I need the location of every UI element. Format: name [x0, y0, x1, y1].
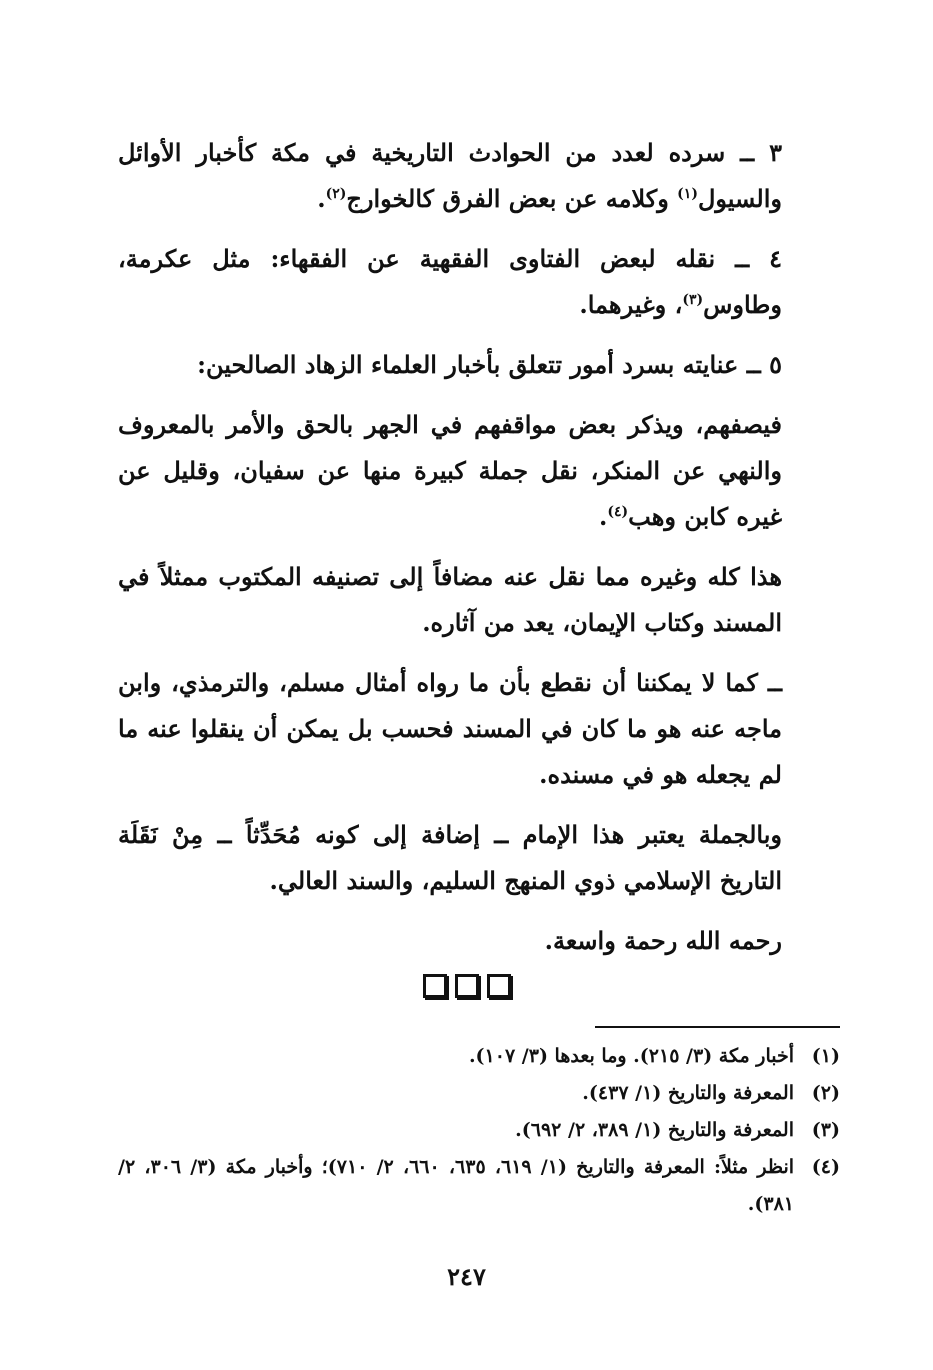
paragraph-text: ٤ ــ نقله لبعض الفتاوى الفقهية عن الفقهاء: مثل عكرمة، وطاوس [118, 244, 783, 319]
square-ornament-icon [487, 974, 511, 998]
footnote-ref[interactable]: (١) [677, 186, 698, 202]
main-text [118, 130, 840, 978]
section-separator [0, 974, 933, 998]
paragraph-text: . [599, 502, 608, 531]
footnote-ref[interactable]: (٣) [682, 292, 704, 308]
square-ornament-icon [455, 974, 479, 998]
paragraph-text: رحمه الله رحمة واسعة. [544, 926, 782, 955]
footnote-ref[interactable]: (٢) [325, 186, 347, 202]
footnote-text: أخبار مكة (٣/ ٢١٥). وما بعدها (٣/ ١٠٧). [468, 1045, 794, 1067]
footnote-number: (٢) [811, 1082, 840, 1104]
footnote-item [118, 1038, 840, 1075]
footnote-text: المعرفة والتاريخ (١/ ٤٣٧). [582, 1082, 794, 1104]
paragraph-text: وكلامه عن بعض الفرق كالخوارج [346, 184, 678, 213]
footnote-number: (٣) [811, 1119, 840, 1141]
page-number: ٢٤٧ [447, 1262, 486, 1291]
footnote-ref[interactable]: (٤) [607, 504, 629, 520]
paragraph-summary [118, 812, 840, 904]
footnote-number: (٤) [811, 1156, 840, 1178]
footnote-text: انظر مثلاً: المعرفة والتاريخ (١/ ٦١٩، ٦٣٥، ٦٦٠، ٢/ ٧١٠)؛ وأخبار مكة (٣/ ٣٠٦، ٢/ ٣٨١). [118, 1156, 795, 1215]
paragraph-text: ٥ ــ عنايته بسرد أمور تتعلق بأخبار العلماء الزهاد الصالحين: [197, 350, 782, 379]
paragraph-item-5 [118, 342, 840, 388]
paragraph-item-3 [118, 130, 840, 222]
paragraph-text: ــ كما لا يمكننا أن نقطع بأن ما رواه أمثال مسلم، والترمذي، وابن ماجه عنه هو ما كان في المسند فحسب بل يمكن أن ينقلوا عنه ما لم يجعله هو في مسنده. [118, 668, 782, 789]
footnote-item [118, 1112, 840, 1149]
paragraph-works [118, 554, 840, 646]
paragraph-scholars [118, 402, 840, 540]
footnote-text: المعرفة والتاريخ (١/ ٣٨٩، ٢/ ٦٩٢). [515, 1119, 794, 1141]
paragraph-transmission [118, 660, 840, 798]
footnote-divider [595, 1026, 840, 1028]
paragraph-closing [118, 918, 840, 964]
paragraph-text: فيصفهم، ويذكر بعض مواقفهم في الجهر بالحق والأمر بالمعروف والنهي عن المنكر، نقل جملة كبيرة منها عن سفيان، وقليل عن غيره كابن وهب [118, 410, 782, 531]
footnotes [118, 1038, 840, 1223]
paragraph-text: وبالجملة يعتبر هذا الإمام ــ إضافة إلى كونه مُحَدِّثاً ــ مِنْ نَقَلَة التاريخ الإسلامي ذوي المنهج السليم، والسند العالي. [118, 820, 782, 895]
paragraph-text: ، وغيرهما. [579, 290, 683, 319]
square-ornament-icon [423, 974, 447, 998]
paragraph-text: . [317, 184, 326, 213]
footnote-item [118, 1149, 840, 1223]
paragraph-item-4 [118, 236, 840, 328]
footnote-item [118, 1075, 840, 1112]
paragraph-text: هذا كله وغيره مما نقل عنه مضافاً إلى تصنيفه المكتوب ممثلاً في المسند وكتاب الإيمان، يعد من آثاره. [118, 562, 782, 637]
paragraph-text: ٣ ــ سرده لعدد من الحوادث التاريخية في مكة كأخبار الأوائل والسيول [118, 138, 782, 213]
footnote-number: (١) [811, 1045, 840, 1067]
